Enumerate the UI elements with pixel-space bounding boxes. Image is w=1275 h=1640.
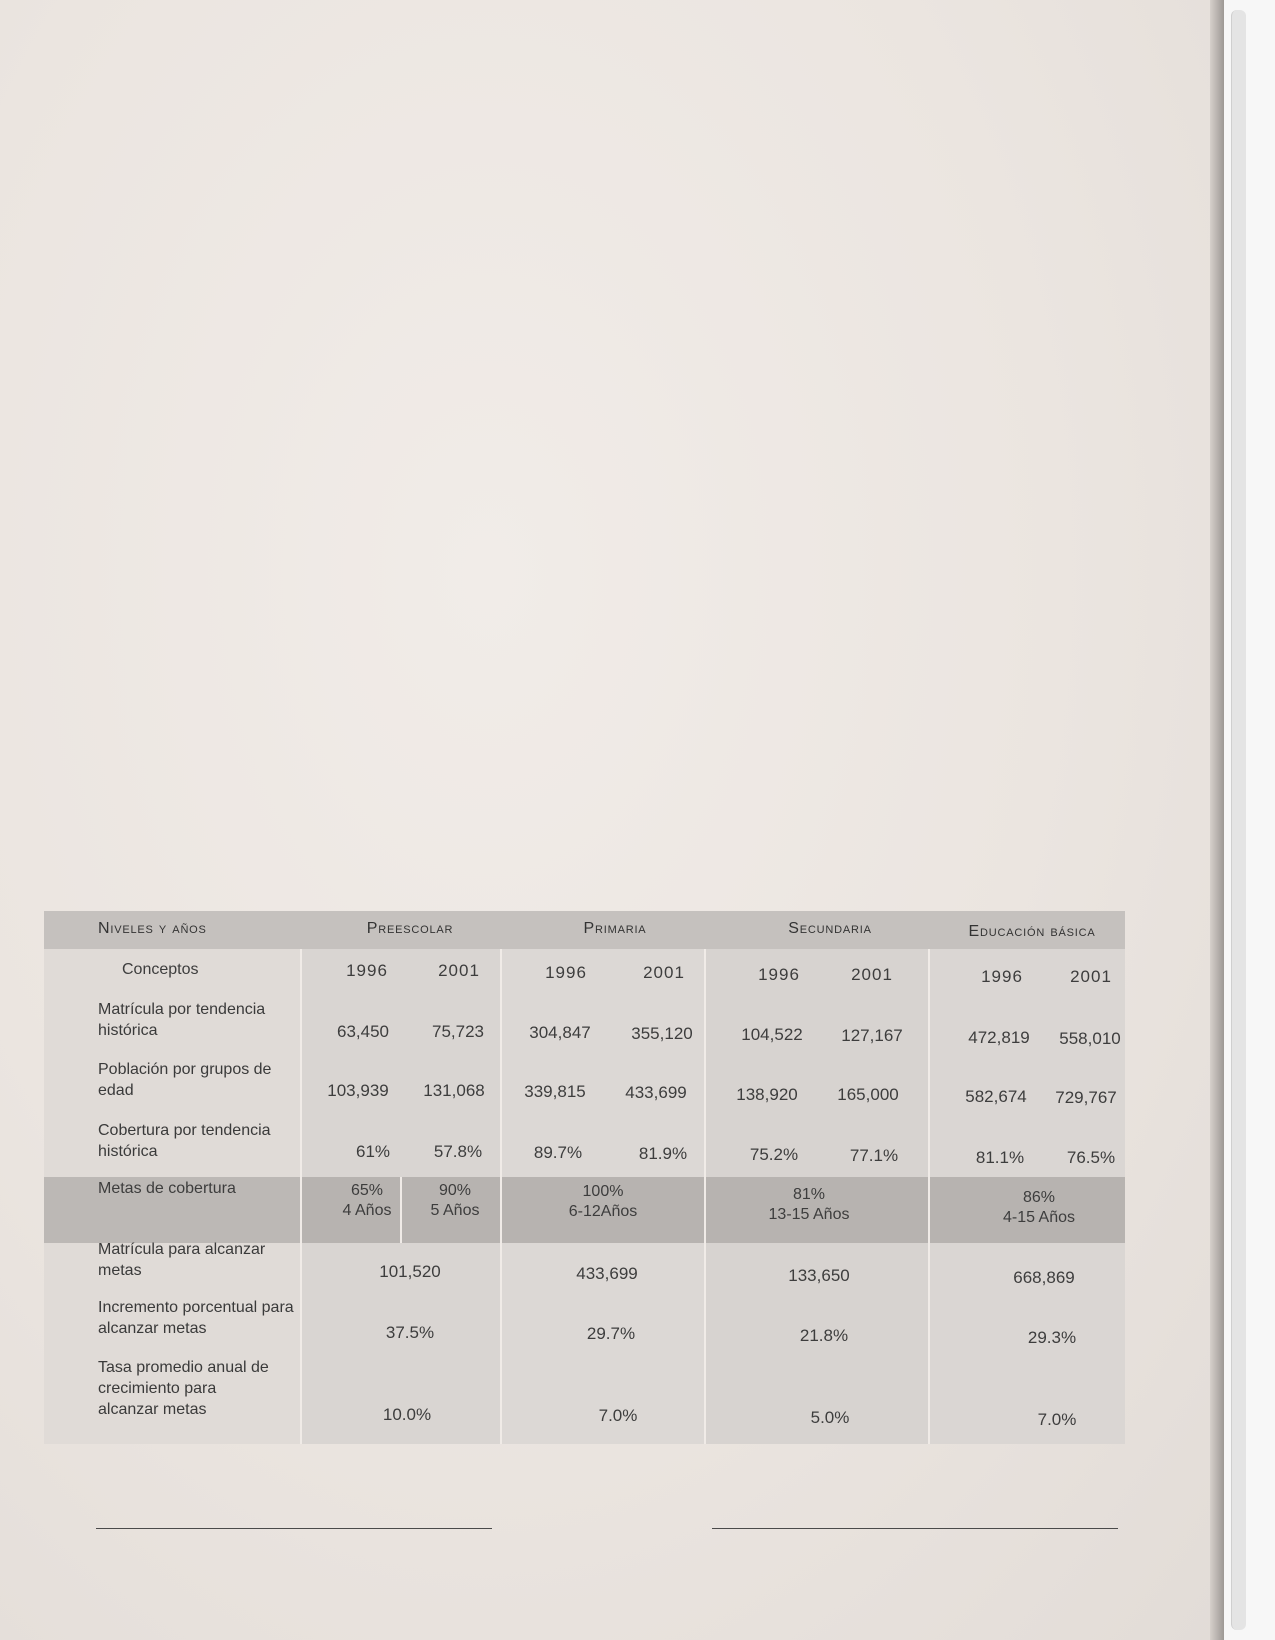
- year-cell: 1996: [545, 963, 587, 982]
- column-separator: [500, 949, 502, 1444]
- year-cell: 2001: [851, 965, 893, 984]
- header-preescolar: Preescolar: [366, 920, 454, 937]
- metas-preescolar-separator: [400, 1177, 402, 1243]
- table-cell: 433,699: [625, 1083, 687, 1102]
- table-cell: 57.8%: [433, 1142, 483, 1161]
- meta-age: 4 Años: [342, 1202, 392, 1219]
- row-label: Matrícula por tendencia histórica: [98, 1001, 266, 1039]
- table-cell: 133,650: [788, 1266, 850, 1285]
- table-cell: 7.0%: [598, 1406, 638, 1425]
- table-cell: 131,068: [423, 1081, 485, 1100]
- row-label: Población por grupos de edad: [98, 1061, 272, 1099]
- meta-pct: 65%: [350, 1182, 384, 1199]
- table-cell: 75.2%: [749, 1145, 799, 1164]
- table-cell: 582,674: [965, 1087, 1027, 1106]
- table-cell: 37.5%: [385, 1323, 435, 1342]
- meta-secundaria: [769, 1185, 850, 1225]
- binder-strip: [1231, 10, 1246, 1630]
- column-separator: [704, 949, 706, 1444]
- header-secundaria: Secundaria: [788, 920, 872, 937]
- meta-pct: 90%: [438, 1182, 472, 1199]
- table-cell: 61%: [355, 1142, 391, 1161]
- year-cell: 2001: [438, 961, 480, 980]
- meta-preescolar-5: [431, 1181, 480, 1221]
- header-primaria: Primaria: [583, 920, 647, 937]
- table-cell: 81.1%: [975, 1148, 1025, 1167]
- footer-rule-left: [96, 1528, 492, 1529]
- footer-rule-right: [712, 1528, 1118, 1529]
- meta-age: 13-15 Años: [768, 1206, 850, 1223]
- column-separator: [300, 949, 302, 1444]
- table-cell: 10.0%: [382, 1405, 432, 1424]
- table-cell: 81.9%: [638, 1144, 688, 1163]
- table-cell: 76.5%: [1066, 1148, 1116, 1167]
- column-separator: [928, 949, 930, 1444]
- year-cell: 1996: [981, 967, 1023, 986]
- year-cell: 1996: [758, 965, 800, 984]
- table-cell: 101,520: [379, 1262, 441, 1281]
- table-cell: 63,450: [337, 1022, 389, 1041]
- year-cell: 2001: [643, 963, 685, 982]
- meta-age: 4-15 Años: [1002, 1209, 1076, 1226]
- year-cell: 2001: [1070, 967, 1112, 986]
- meta-pct: 86%: [1022, 1189, 1056, 1206]
- year-cell: 1996: [346, 961, 388, 980]
- table-cell: 339,815: [524, 1082, 586, 1101]
- meta-primaria: [569, 1182, 638, 1222]
- page-edge-shadow: [1210, 0, 1224, 1640]
- table-cell: 7.0%: [1037, 1410, 1077, 1429]
- row-label: Incremento porcentual para alcanzar metas: [98, 1299, 294, 1337]
- row-label: Matrícula para alcanzar metas: [98, 1241, 266, 1279]
- metas-band: [300, 1177, 1125, 1243]
- conceptos-label: Conceptos: [122, 961, 199, 978]
- header-basica: Educación básica: [968, 923, 1096, 940]
- table-cell: 138,920: [736, 1085, 798, 1104]
- table-cell: 75,723: [432, 1022, 484, 1041]
- header-niveles: Niveles y años: [98, 920, 207, 937]
- meta-preescolar-4: [343, 1181, 392, 1221]
- table-cell: 103,939: [327, 1081, 389, 1100]
- table-cell: 77.1%: [849, 1146, 899, 1165]
- table-cell: 472,819: [968, 1028, 1030, 1047]
- table-cell: 29.3%: [1027, 1328, 1077, 1347]
- row-label: Cobertura por tendencia histórica: [98, 1122, 271, 1160]
- table-cell: 558,010: [1059, 1029, 1121, 1048]
- meta-age: 6-12Años: [568, 1203, 638, 1220]
- table-cell: 5.0%: [810, 1408, 850, 1427]
- table-cell: 29.7%: [586, 1324, 636, 1343]
- table-cell: 89.7%: [533, 1143, 583, 1162]
- metas-label: Metas de cobertura: [98, 1180, 236, 1197]
- table-cell: 127,167: [841, 1026, 903, 1045]
- coverage-table: [44, 911, 1125, 1444]
- meta-basica: [1003, 1188, 1075, 1228]
- table-cell: 304,847: [529, 1023, 591, 1042]
- table-cell: 21.8%: [799, 1326, 849, 1345]
- table-cell: 433,699: [576, 1264, 638, 1283]
- row-label: Tasa promedio anual de crecimiento para alcanzar metas: [98, 1359, 269, 1418]
- meta-pct: 100%: [582, 1183, 624, 1200]
- meta-age: 5 Años: [430, 1202, 480, 1219]
- table-cell: 668,869: [1013, 1268, 1075, 1287]
- table-cell: 729,767: [1055, 1088, 1117, 1107]
- meta-pct: 81%: [792, 1186, 826, 1203]
- table-cell: 165,000: [837, 1085, 899, 1104]
- table-cell: 104,522: [741, 1025, 803, 1044]
- table-cell: 355,120: [631, 1024, 693, 1043]
